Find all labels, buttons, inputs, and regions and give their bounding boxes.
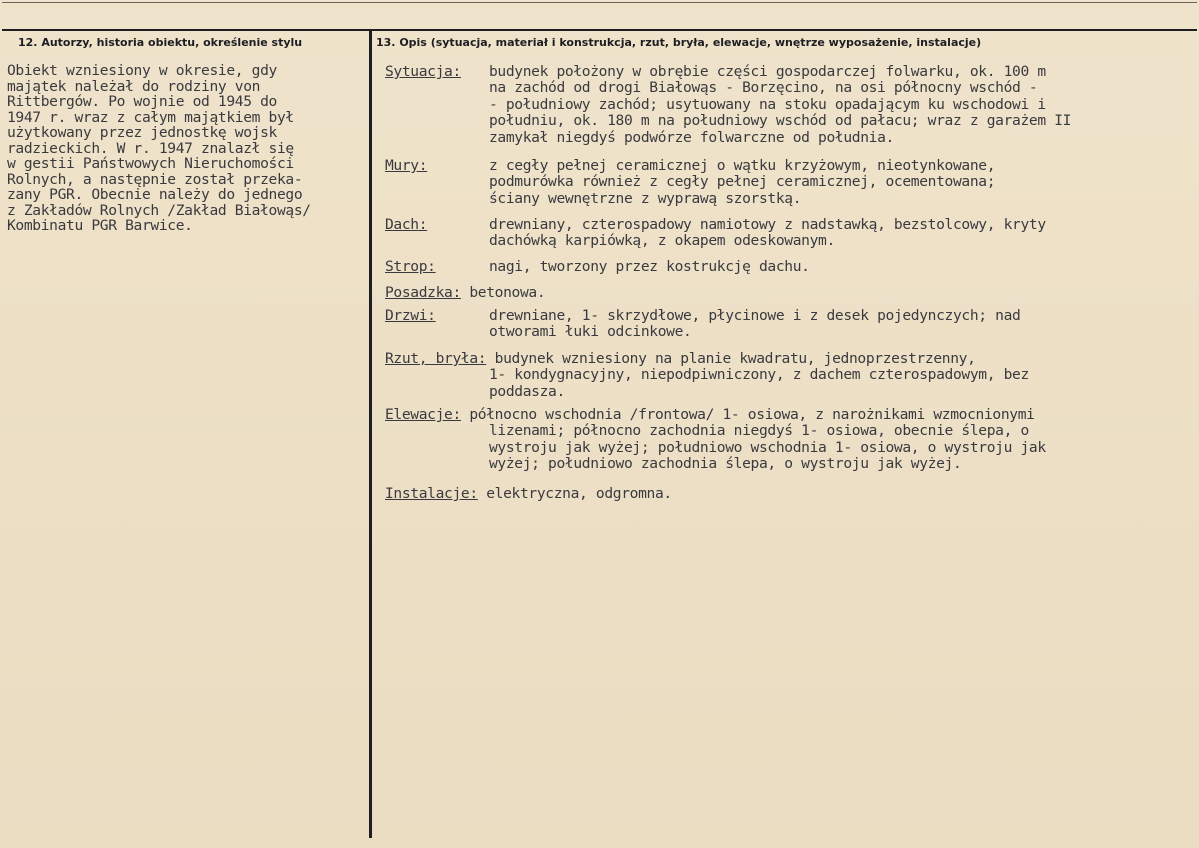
elewacje-first-line [385, 407, 1195, 423]
text-line: południu, ok. 180 m na południowy wschód od pałacu; wraz z garażem II [489, 112, 1072, 130]
text-line: podmurówka również z cegły pełnej ceramicznej, ocementowana; [489, 173, 996, 191]
text-line: - południowy zachód; usytuowany na stoku opadającym ku wschodowi i [489, 95, 1046, 113]
text-line: lizenami; północno zachodnia niegdyś 1- osiowa, obecnie ślepa, o [489, 422, 1029, 440]
text-line: otworami łuki odcinkowe. [489, 323, 692, 341]
label-elewacje: Elewacje: [385, 406, 461, 423]
rzut-first-line [385, 351, 1195, 367]
text-line: zamykał niegdyś podwórze folwarczne od południa. [489, 128, 894, 146]
text-line: wystroju jak wyżej; południowo wschodnia 1- osiowa, o wystroju jak [489, 438, 1046, 456]
value-instalacje: elektryczna, odgromna. [486, 485, 672, 502]
history-line: Rittbergów. Po wojnie od 1945 do [7, 93, 277, 110]
text-line: ściany wewnętrzne z wyprawą szorstką. [489, 189, 802, 207]
text-line: drewniane, 1- skrzydłowe, płycinowe i z desek pojedynczych; nad [489, 307, 1021, 324]
section-12-header: 12. Autorzy, historia obiektu, określenie stylu [18, 36, 303, 49]
history-line: w gestii Państwowych Nieruchomości [7, 155, 294, 172]
value-posadzka: betonowa. [469, 284, 546, 301]
history-line: radzieckich. W r. 1947 znalazł się [7, 139, 294, 157]
top-border [2, 2, 1197, 3]
label-dach: Dach: [385, 216, 428, 233]
label-sytuacja: Sytuacja: [385, 63, 461, 80]
entry-posadzka [385, 285, 1195, 301]
history-line: majątek należał do rodziny von [7, 77, 261, 95]
body-sytuacja [489, 64, 1071, 146]
label-mury: Mury: [385, 157, 428, 174]
entry-elewacje [385, 407, 1195, 473]
entry-instalacje [385, 486, 1195, 502]
column-divider [369, 29, 372, 838]
text-line: wyżej; południowo zachodnia ślepa, o wystroju jak wyżej. [489, 455, 962, 473]
label-posadzka: Posadzka: [385, 284, 461, 301]
text-line: budynek wzniesiony na planie kwadratu, jednoprzestrzenny, [494, 350, 976, 367]
label-rzut: Rzut, bryła: [385, 350, 487, 367]
history-line: Obiekt wzniesiony w okresie, gdy [7, 62, 277, 79]
history-line: 1947 r. wraz z całym majątkiem był [7, 108, 294, 126]
text-line: dachówką karpiówką, z okapem odeskowanym. [489, 232, 835, 250]
history-line: z Zakładów Rolnych /Zakład Białowąs/ [7, 201, 311, 219]
history-line: użytkowany przez jednostkę wojsk [7, 124, 277, 141]
body-strop [489, 259, 810, 275]
body-mury [489, 158, 995, 207]
section-13-header: 13. Opis (sytuacja, materiał i konstrukcja, rzut, bryła, elewacje, wnętrze wyposażenie, instalacje) [376, 36, 982, 49]
label-instalacje: Instalacje: [385, 485, 478, 502]
body-drzwi [489, 308, 1020, 341]
text-line: nagi, tworzony przez kostrukcję dachu. [489, 258, 810, 275]
text-line: poddasza. [489, 382, 565, 400]
text-line: 1- kondygnacyjny, niepodpiwniczony, z dachem czterospadowym, bez [489, 366, 1029, 384]
history-line: Kombinatu PGR Barwice. [7, 217, 193, 234]
label-drzwi: Drzwi: [385, 307, 436, 324]
body-rzut [385, 367, 1195, 400]
history-line: zany PGR. Obecnie należy do jednego [7, 186, 303, 203]
body-dach [489, 217, 1046, 250]
text-line: budynek położony w obrębie części gospodarczej folwarku, ok. 100 m [489, 63, 1046, 80]
instalacje-line [385, 485, 672, 502]
history-text [7, 63, 367, 234]
text-line: północno wschodnia /frontowa/ 1- osiowa, z narożnikami wzmocnionymi [469, 406, 1035, 423]
entry-rzut [385, 351, 1195, 400]
text-line: z cegły pełnej ceramicznej o wątku krzyżowym, nieotynkowane, [489, 157, 996, 174]
history-line: Rolnych, a następnie został przeka- [7, 170, 303, 188]
label-strop: Strop: [385, 258, 436, 275]
header-divider [2, 29, 1197, 31]
text-line: na zachód od drogi Białowąs - Borzęcino, na osi północny wschód - [489, 79, 1038, 97]
body-elewacje [385, 423, 1195, 472]
posadzka-line [385, 284, 545, 301]
text-line: drewniany, czterospadowy namiotowy z nadstawką, bezstolcowy, kryty [489, 216, 1046, 233]
